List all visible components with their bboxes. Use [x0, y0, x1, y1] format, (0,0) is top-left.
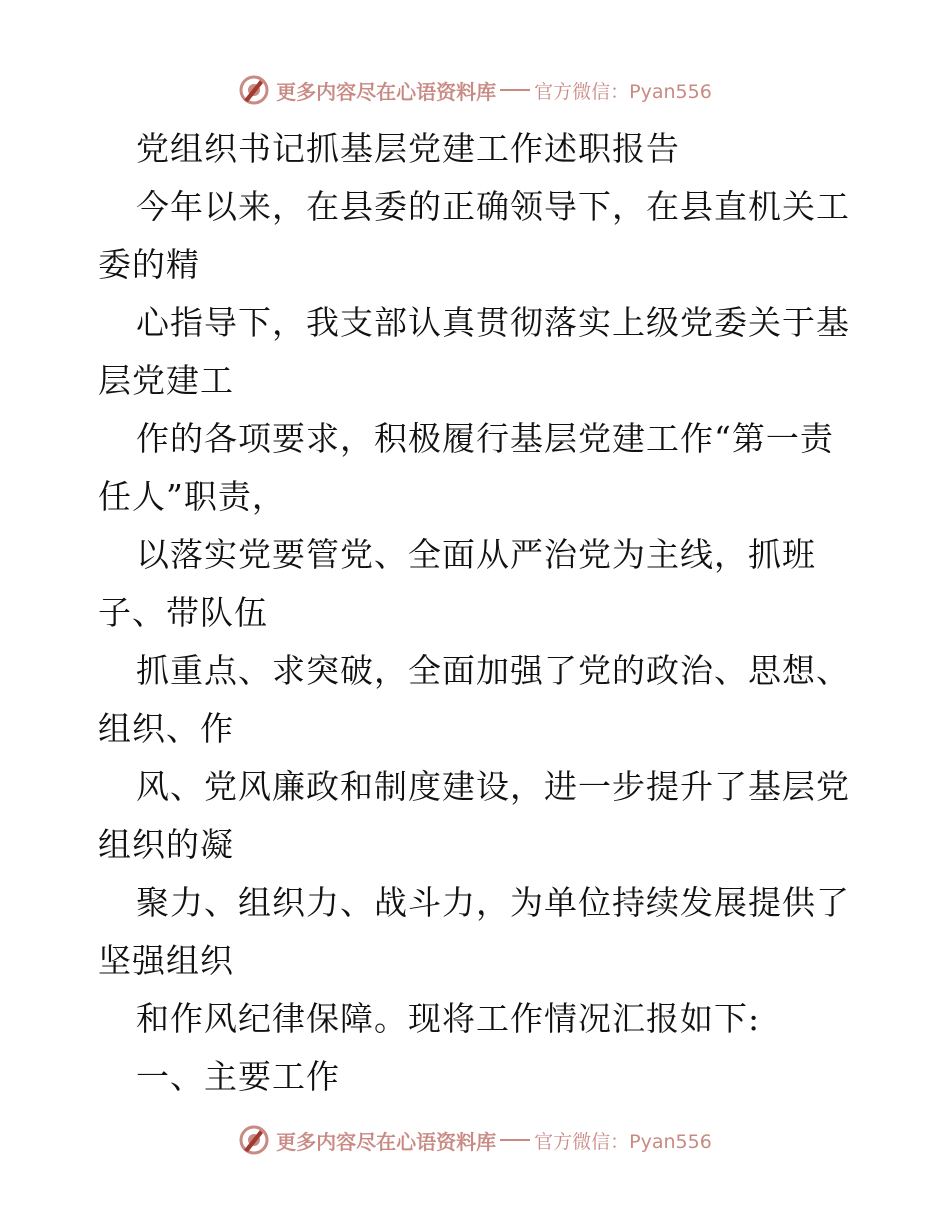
body-text-line: 作的各项要求，积极履行基层党建工作“第一责 [136, 419, 834, 458]
document-title: 党组织书记抓基层党建工作述职报告 [136, 129, 680, 168]
body-text-line: 抓重点、求突破，全面加强了党的政治、思想、 [136, 651, 850, 690]
body-text-line: 今年以来，在县委的正确领导下，在县直机关工 [136, 187, 850, 226]
header-watermark [0, 70, 950, 110]
body-text-line: 层党建工 [98, 361, 234, 400]
body-text-line: 坚强组织 [98, 941, 234, 980]
body-text-line: 任人”职责， [98, 477, 286, 516]
document-body [98, 120, 858, 1106]
body-text-line: 聚力、组织力、战斗力，为单位持续发展提供了 [136, 883, 850, 922]
watermark-contact: 官方微信：Pyan556 [534, 1130, 712, 1153]
body-text-line: 委的精 [98, 245, 200, 284]
watermark-separator [500, 1139, 530, 1141]
body-text-line: 以落实党要管党、全面从严治党为主线，抓班 [136, 535, 816, 574]
watermark-brand: 更多内容尽在心语资料库 [276, 1129, 497, 1154]
body-text-line: 组织、作 [98, 709, 234, 748]
body-text-line: 一、主要工作 [136, 1057, 340, 1096]
watermark-contact: 官方微信：Pyan556 [534, 80, 712, 103]
body-text-line: 和作风纪律保障。现将工作情况汇报如下: [136, 999, 761, 1038]
pen-logo-icon [238, 1124, 270, 1156]
footer-watermark [0, 1120, 950, 1160]
body-text-line: 风、党风廉政和制度建设，进一步提升了基层党 [136, 767, 850, 806]
body-text-line: 组织的凝 [98, 825, 234, 864]
watermark-separator [500, 89, 530, 91]
watermark-brand: 更多内容尽在心语资料库 [276, 79, 497, 104]
body-text-line: 心指导下，我支部认真贯彻落实上级党委关于基 [136, 303, 850, 342]
pen-logo-icon [238, 74, 270, 106]
body-text-line: 子、带队伍 [98, 593, 268, 632]
